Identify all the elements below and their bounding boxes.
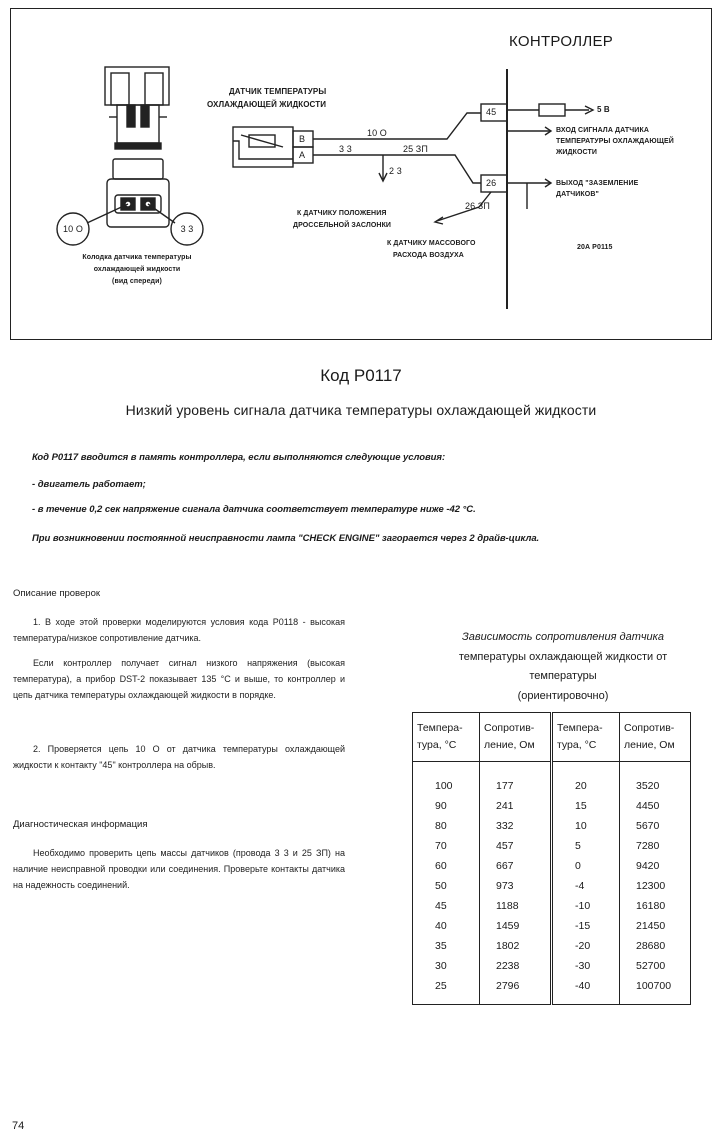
header-text: Темпера- (557, 722, 603, 734)
terminal-26-label: 26 (486, 178, 497, 188)
table-cell: 457 (480, 836, 552, 856)
checks-heading: Описание проверок (13, 588, 101, 599)
table-cell: 35 (413, 936, 480, 956)
sensor-label-line2: ОХЛАЖДАЮЩЕЙ ЖИДКОСТИ (207, 100, 327, 109)
table-header-cell (620, 713, 691, 762)
voltage-5v-label: 5 В (597, 105, 610, 114)
conditions-item-1: - двигатель работает; (32, 479, 146, 490)
figure-ref: 20А Р0115 (577, 244, 613, 251)
table-cell: 5670 (636, 820, 660, 832)
conditions-intro: Код Р0117 вводится в память контроллера, если выполняются следующие условия: (32, 452, 446, 463)
table-cell: 21450 (636, 920, 666, 932)
wire-25zp-label: 25 ЗП (403, 144, 428, 154)
table-cell: 241 (480, 796, 552, 816)
table-row (413, 916, 691, 936)
table-cell: -30 (552, 956, 620, 976)
wire-23-label: 2 3 (389, 166, 402, 176)
table-row (413, 876, 691, 896)
checks-paragraph-3: 2. Проверяется цепь 10 О от датчика температуры охлаждающей жидкости к контакту "45" контроллера на обрыв. (13, 744, 345, 770)
connector-caption-line3: (вид спереди) (112, 278, 162, 285)
table-header-cell (413, 713, 480, 762)
table-cell: 30 (413, 956, 480, 976)
table-cell: 40 (413, 916, 480, 936)
maf-label-line1: К ДАТЧИКУ МАССОВОГО (387, 240, 476, 247)
table-cell: 100700 (636, 980, 672, 992)
table-cell: 10 (552, 816, 620, 836)
connector-caption-line2: охлаждающей жидкости (93, 266, 181, 273)
table-cell: 177 (480, 762, 552, 797)
table-cell: 12300 (636, 880, 666, 892)
wire-26zp-label: 26 ЗП (465, 201, 490, 211)
header-text: тура, °С (417, 739, 457, 751)
connector-face (107, 179, 169, 227)
table-caption-line2: температуры охлаждающей жидкости от (458, 650, 668, 663)
table-cell: 3520 (636, 780, 660, 792)
pin-a-label: A (299, 150, 306, 160)
table-cell: 7280 (636, 840, 660, 852)
table-cell: 2796 (480, 976, 552, 1005)
table-cell: 28680 (636, 940, 666, 952)
table-header-cell (552, 713, 620, 762)
diagnostic-paragraph: Необходимо проверить цепь массы датчиков (провода 3 3 и 25 ЗП) на наличие неисправной проводки или соединения. Проверьте контакты датчика на надежность соединений. (13, 848, 345, 890)
connector-face-top (113, 159, 163, 179)
maf-label-line2: РАСХОДА ВОЗДУХА (393, 252, 464, 259)
wiring-diagram (10, 8, 712, 340)
table-cell: 16180 (636, 900, 666, 912)
page-number: 74 (12, 1120, 25, 1132)
table-cell: 50 (413, 876, 480, 896)
table-cell: 973 (480, 876, 552, 896)
table-caption-line4: (ориентировочно) (517, 689, 609, 702)
bubble-right-label: 3 3 (180, 224, 194, 234)
table-row (413, 836, 691, 856)
table-row (413, 816, 691, 836)
table-cell: 70 (413, 836, 480, 856)
output-label-line2: ДАТЧИКОВ" (556, 191, 599, 198)
bubble-left-label: 10 О (63, 224, 83, 234)
table-cell: 2238 (480, 956, 552, 976)
table-row (413, 796, 691, 816)
page-subtitle: Низкий уровень сигнала датчика температуры охлаждающей жидкости (125, 402, 597, 418)
connector-caption-line1: Колодка датчика температуры (82, 254, 192, 261)
conditions-item-2: - в течение 0,2 сек напряжение сигнала датчика соответствует температуре ниже -42 °С. (32, 504, 476, 515)
header-text: Сопротив- (624, 722, 675, 734)
table-cell: -15 (552, 916, 620, 936)
input-label-line3: ЖИДКОСТИ (556, 149, 598, 156)
header-text: тура, °С (557, 739, 597, 751)
controller-label: КОНТРОЛЛЕР (509, 33, 614, 50)
sensor-label-line1: ДАТЧИК ТЕМПЕРАТУРЫ (229, 87, 327, 96)
table-header-row (413, 713, 691, 762)
input-label-line2: ТЕМПЕРАТУРЫ ОХЛАЖДАЮЩЕЙ (556, 138, 674, 145)
table-cell: -4 (552, 876, 620, 896)
connector-body-mid (117, 105, 159, 143)
pin-b-label: B (299, 134, 306, 144)
table-cell: 0 (552, 856, 620, 876)
resistance-table (412, 712, 691, 1005)
conditions-note: При возникновении постоянной неисправности лампа "CHECK ENGINE" загорается через 2 драйв-цикла. (32, 533, 540, 544)
table-cell: 1188 (480, 896, 552, 916)
table-cell: 60 (413, 856, 480, 876)
table-cell: 25 (413, 976, 480, 1005)
table-row (413, 762, 691, 797)
checks-paragraph-2: Если контроллер получает сигнал низкого напряжения (высокая температура), а прибор DST-2 показывает 135 °С и выше, то контроллер и цепь датчика температуры охлаждающей жидкости в порядке. (13, 658, 345, 700)
table-cell: 90 (413, 796, 480, 816)
table-cell: 332 (480, 816, 552, 836)
throttle-label-line2: ДРОССЕЛЬНОЙ ЗАСЛОНКИ (293, 222, 392, 229)
checks-paragraph-1: 1. В ходе этой проверки моделируются условия кода Р0118 - высокая температура/низкое сопротивление датчика. (13, 617, 345, 643)
table-cell: 5 (552, 836, 620, 856)
wire-10o-label: 10 О (367, 128, 387, 138)
table-row (413, 976, 691, 1005)
table-row (413, 956, 691, 976)
table-cell: 1459 (480, 916, 552, 936)
terminal-45-label: 45 (486, 107, 497, 117)
header-text: Сопротив- (484, 722, 535, 734)
table-cell: 9420 (636, 860, 660, 872)
table-row (413, 856, 691, 876)
table-caption-line3: температуры (529, 670, 597, 682)
wire-33-label: 3 3 (339, 144, 352, 154)
table-cell: 4450 (636, 800, 660, 812)
throttle-label-line1: К ДАТЧИКУ ПОЛОЖЕНИЯ (297, 210, 387, 217)
output-label-line1: ВЫХОД "ЗАЗЕМЛЕНИЕ (556, 180, 639, 187)
diagnostic-heading: Диагностическая информация (13, 819, 148, 830)
table-cell: 20 (552, 762, 620, 797)
input-label-line1: ВХОД СИГНАЛА ДАТЧИКА (556, 127, 649, 134)
table-row (413, 896, 691, 916)
header-text: Темпера- (417, 722, 463, 734)
table-cell: 1802 (480, 936, 552, 956)
table-cell: 80 (413, 816, 480, 836)
table-header-cell (480, 713, 552, 762)
table-caption-line1: Зависимость сопротивления датчика (462, 631, 664, 643)
table-cell: 52700 (636, 960, 666, 972)
table-row (413, 936, 691, 956)
page-title: Код Р0117 (320, 366, 402, 385)
table-cell: -10 (552, 896, 620, 916)
header-text: ление, Ом (484, 739, 535, 751)
table-cell: -20 (552, 936, 620, 956)
table-cell: 15 (552, 796, 620, 816)
table-cell: 100 (413, 762, 480, 797)
wiring-diagram-drawing (11, 9, 711, 339)
table-cell: 667 (480, 856, 552, 876)
header-text: ление, Ом (624, 739, 675, 751)
table-cell: 45 (413, 896, 480, 916)
table-cell: -40 (552, 976, 620, 1005)
table-body (413, 762, 691, 1005)
table-caption (418, 628, 708, 706)
